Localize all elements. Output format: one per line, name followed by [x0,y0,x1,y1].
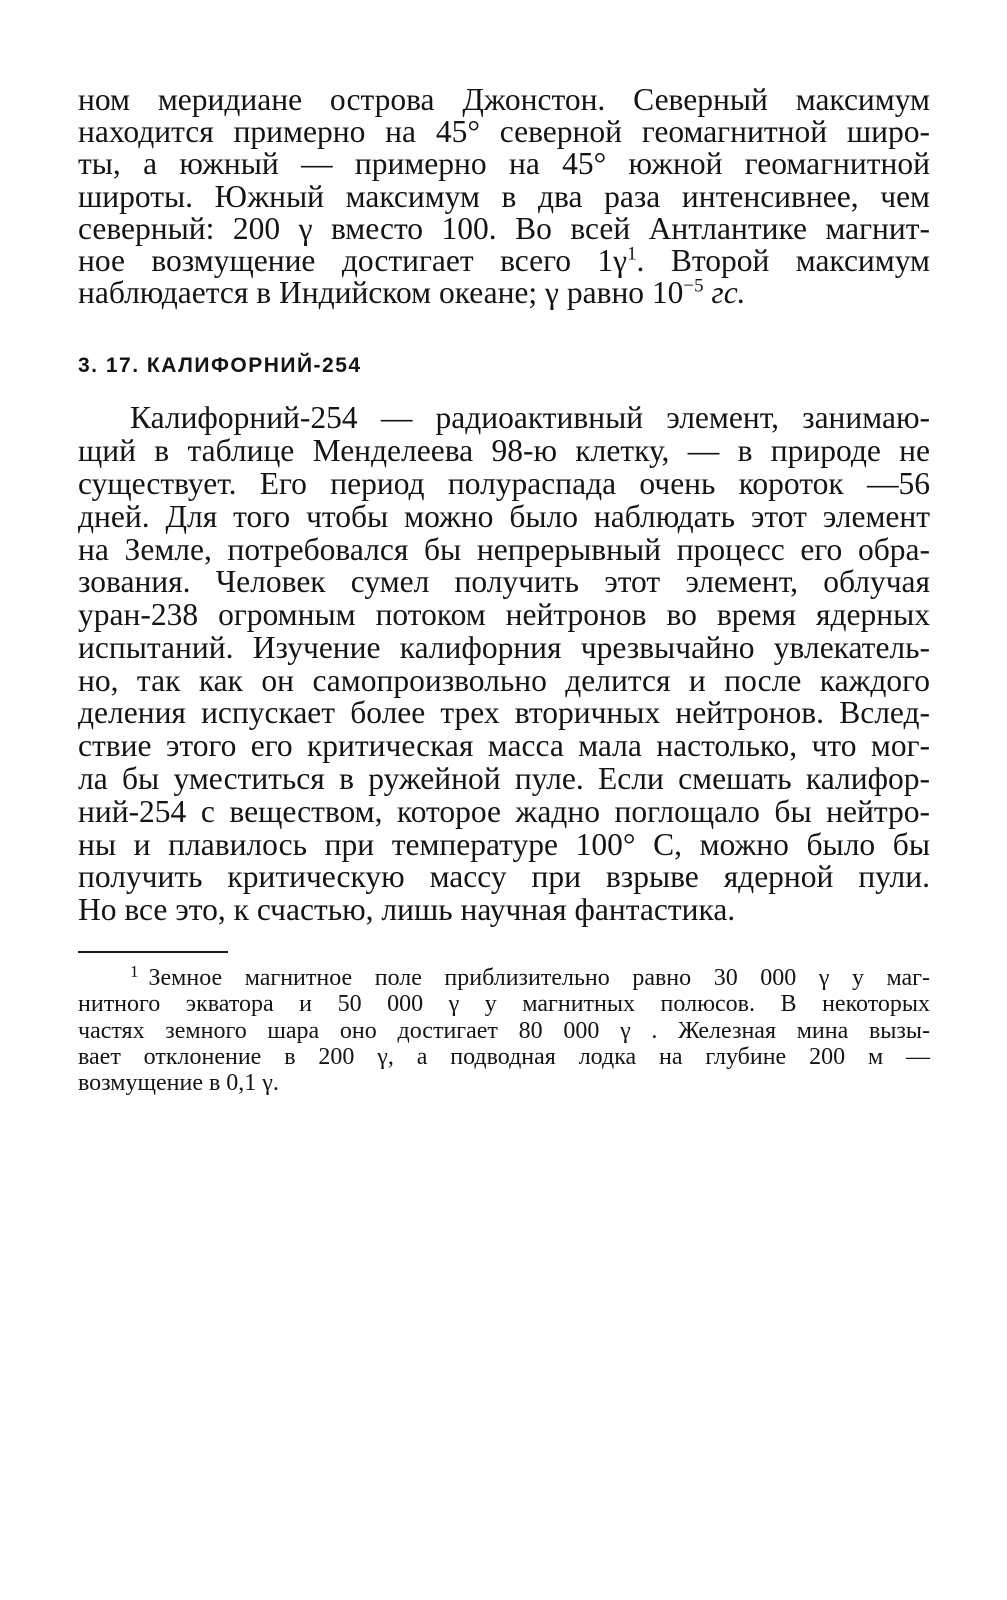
text-line: широты. Южный максимум в два раза интенсивнее, чем [78,178,930,214]
text-line: вает отклонение в 200 γ, а подводная лодка на глубине 200 м — [78,1043,930,1070]
text-line [78,962,930,992]
paragraph-californium [78,402,930,927]
text-line: но, так как он самопроизвольно делится и после каждого [78,662,930,698]
text-line: дней. Для того чтобы можно было наблюдать этот элемент [78,498,930,534]
paragraph-geomagnetic [78,84,930,309]
section-heading: 3. 17. КАЛИФОРНИЙ-254 [78,354,362,378]
text-segment: ное возмущение достигает всего 1γ [78,242,628,278]
text-line: уран-238 огромным потоком нейтронов во время ядерных [78,597,930,633]
text-line: возмущение в 0,1 γ. [78,1070,279,1097]
text-line: испытаний. Изучение калифорния чрезвычайно увлекатель- [78,629,930,665]
text-line: ном меридиане острова Джонстон. Северный максимум [78,82,930,117]
footnote-divider [78,951,228,953]
text-line: получить критическую массу при взрыве ядерной пули. [78,859,930,895]
text-line: нитного экватора и 50 000 γ у магнитных полюсов. В некоторых [78,991,930,1018]
text-line: ла бы уместиться в ружейной пуле. Если смешать калифор- [78,761,930,797]
text-segment: . Второй максимум [636,242,930,278]
text-line: находится примерно на 45° северной геомагнитной широ- [78,114,930,150]
text-line: ты, а южный — примерно на 45° южной геомагнитной [78,146,930,182]
footnote-reference: 1 [627,243,637,265]
text-line: частях земного шара оно достигает 80 000 γ . Железная мина вызы- [78,1017,930,1044]
text-line [78,277,930,309]
footnote [78,962,930,1097]
text-line: зования. Человек сумел получить этот элемент, облучая [78,564,930,600]
page-content [78,84,930,1097]
exponent: −5 [683,275,704,297]
text-line: Но все это, к счастью, лишь научная фантастика. [78,892,736,928]
text-line: Калифорний-254 — радиоактивный элемент, занимаю- [130,400,930,436]
text-segment: наблюдается в Индийском океане; γ равно 10 [78,275,684,311]
text-line: щий в таблице Менделеева 98-ю клетку, — в природе не [78,433,930,469]
text-line [78,242,930,278]
unit-text: гс. [703,275,746,311]
text-line: северный: 200 γ вместо 100. Во всей Антлантике магнит- [78,210,930,246]
text-line: на Земле, потребовался бы непрерывный процесс его обра- [78,531,930,567]
text-line: ны и плавилось при температуре 100° С, можно было бы [78,826,930,862]
text-line: существует. Его период полураспада очень короток —56 [78,465,930,501]
text-line: ний-254 с веществом, которое жадно поглощало бы нейтро- [78,793,930,829]
text-segment: Земное магнитное поле приблизительно равно 30 000 γ у маг- [148,965,930,992]
footnote-number: 1 [130,962,139,982]
text-line: ствие этого его критическая масса мала настолько, что мог- [78,728,930,764]
text-line: деления испускает более трех вторичных нейтронов. Вслед- [78,695,930,731]
